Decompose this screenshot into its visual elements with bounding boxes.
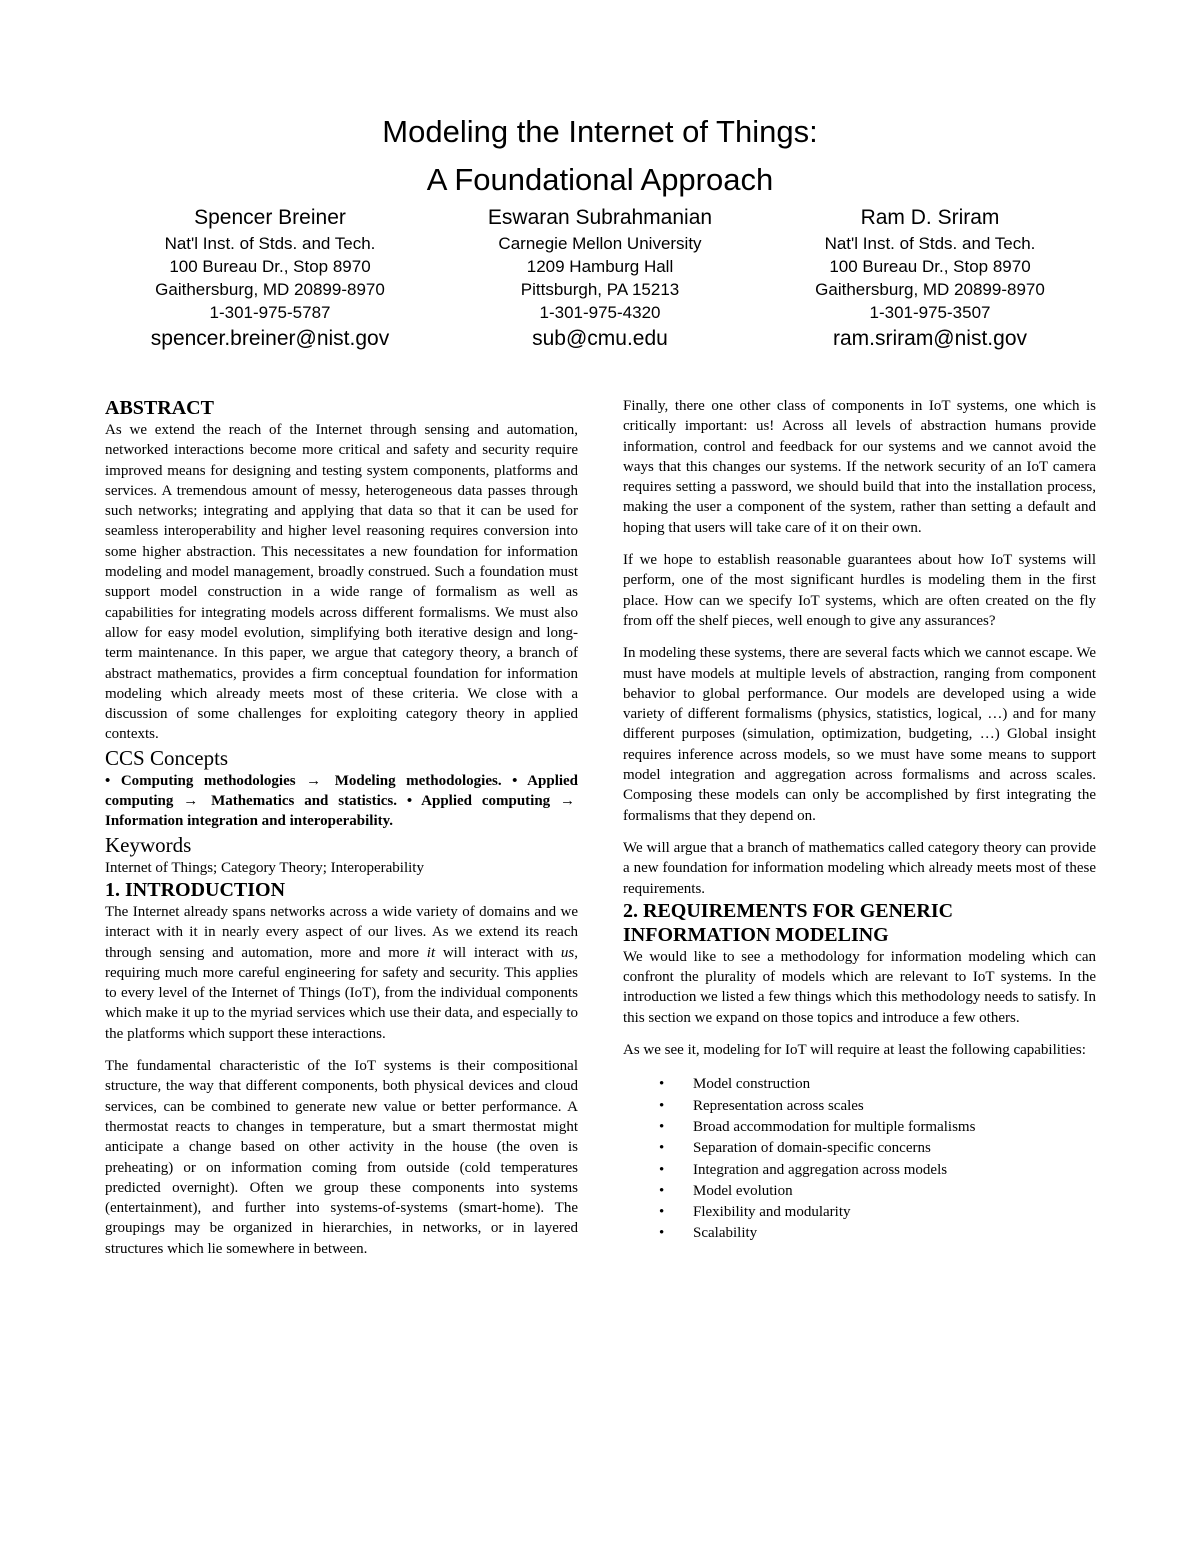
- list-item: [623, 1223, 1096, 1244]
- intro-text: The Internet already spans networks across a wide variety of domains and we interact with it in nearly every aspect of our lives. As we extend its reach through sensing and automation, more and more: [105, 903, 578, 961]
- requirements-heading-line-2: INFORMATION MODELING: [623, 923, 889, 946]
- bullet-icon: •: [659, 1140, 665, 1157]
- intro-text: will interact with: [435, 944, 561, 961]
- list-item-text: Representation across scales: [693, 1097, 864, 1114]
- body-paragraph-2: If we hope to establish reasonable guarantees about how IoT systems will perform, one of the most significant hurdles is modeling them in the first place. How can we specify IoT systems, which are often created on the fly from off the shelf pieces, well enough to give any assurances?: [623, 552, 1096, 629]
- author-address-2: Pittsburgh, PA 15213: [520, 280, 680, 299]
- author-name: Eswaran Subrahmanian: [487, 206, 713, 229]
- left-column: [105, 396, 578, 1259]
- list-item-text: Integration and aggregation across models: [693, 1161, 948, 1178]
- ccs-heading: CCS Concepts: [105, 745, 229, 770]
- author-affiliation: Nat'l Inst. of Stds. and Tech.: [824, 234, 1036, 253]
- author-address-1: 100 Bureau Dr., Stop 8970: [829, 257, 1031, 276]
- arrow-right-icon: →: [183, 793, 199, 810]
- title-line-1: Modeling the Internet of Things:: [382, 114, 818, 149]
- intro-emphasis: it: [426, 944, 436, 961]
- abstract-text: As we extend the reach of the Internet through sensing and automation, networked interactions become more critical and safety and security require improved means for designing and testing system components, platforms and services. A tremendous amount of messy, heterogeneous data passes through such networks; integrating and applying that data so that it can be used for seamless interoperability and higher level reasoning requires conversion into some higher abstraction. This necessitates a new foundation for information modeling and model management, broadly construed. Such a foundation must support model construction in a wide range of formalism as well as capabilities for integrating models across different formalisms. We must also allow for easy model evolution, simplifying both iterative design and long-term maintenance. In this paper, we argue that category theory, a branch of abstract mathematics, provides a firm conceptual foundation for information modeling which already meets most of these criteria. We close with a discussion of some challenges for exploiting category theory in applied contexts.: [105, 422, 578, 743]
- author-address-2: Gaithersburg, MD 20899-8970: [815, 280, 1045, 299]
- list-item: [623, 1181, 1096, 1202]
- body-paragraph-1: Finally, there one other class of components in IoT systems, one which is critically important: us! Across all levels of abstraction humans provide information, control and feedback for our systems and we cannot avoid the ways that this changes our systems. If the network security of an IoT camera requires setting a password, we should build that into the installation process, making the user a component of the system, rather than setting a default and hoping that users will take care of it on their own.: [623, 398, 1096, 536]
- list-item-text: Scalability: [693, 1225, 758, 1242]
- author-address-1: 100 Bureau Dr., Stop 8970: [169, 257, 371, 276]
- bullet-icon: •: [659, 1161, 665, 1178]
- ccs-bullet: •: [406, 793, 413, 810]
- keywords-text: Internet of Things; Category Theory; Interoperability: [105, 859, 424, 876]
- requirements-paragraph-2: As we see it, modeling for IoT will require at least the following capabilities:: [623, 1042, 1086, 1059]
- bullet-icon: •: [659, 1076, 665, 1093]
- author-1: [105, 204, 435, 354]
- introduction-paragraph-1: [105, 902, 578, 1044]
- author-3: [765, 204, 1095, 354]
- requirements-heading-line-1: 2. REQUIREMENTS FOR GENERIC: [623, 899, 954, 922]
- ccs-bullet: •: [512, 772, 518, 789]
- ccs-category: Computing methodologies: [120, 772, 296, 789]
- list-item-text: Broad accommodation for multiple formalisms: [693, 1118, 976, 1135]
- author-email: ram.sriram@nist.gov: [832, 327, 1027, 350]
- intro-emphasis: us: [560, 944, 575, 961]
- title-line-2: A Foundational Approach: [426, 162, 774, 197]
- ccs-category: Applied computing: [421, 793, 551, 810]
- list-item-text: Flexibility and modularity: [693, 1204, 851, 1221]
- capabilities-list: [623, 1074, 1096, 1244]
- list-item-text: Model construction: [693, 1076, 811, 1093]
- author-name: Spencer Breiner: [194, 206, 346, 229]
- introduction-heading: 1. INTRODUCTION: [105, 878, 286, 901]
- author-address-1: 1209 Hamburg Hall: [526, 257, 674, 276]
- author-email: sub@cmu.edu: [532, 327, 668, 350]
- list-item: [623, 1160, 1096, 1181]
- keywords-heading: Keywords: [105, 832, 192, 857]
- author-name: Ram D. Sriram: [860, 206, 1000, 229]
- list-item: [623, 1117, 1096, 1138]
- requirements-heading: [623, 899, 1096, 947]
- author-affiliation: Carnegie Mellon University: [498, 234, 702, 253]
- ccs-bullet: •: [105, 772, 111, 789]
- arrow-right-icon: →: [306, 772, 322, 789]
- intro-text: , requiring much more careful engineering for safety and security. This applies to every level of the Internet of Things (IoT), from the individual components which make it up to the myriad services which use their data, and especially to the platforms which support these interactions.: [105, 944, 578, 1042]
- bullet-icon: •: [659, 1225, 665, 1242]
- author-address-2: Gaithersburg, MD 20899-8970: [155, 280, 385, 299]
- ccs-concept: Mathematics and statistics.: [211, 793, 397, 810]
- list-item: [623, 1074, 1096, 1095]
- paper-title: [0, 108, 1200, 204]
- author-block: [105, 204, 1095, 354]
- list-item-text: Separation of domain-specific concerns: [693, 1140, 931, 1157]
- list-item: [623, 1096, 1096, 1117]
- ccs-concepts: [105, 771, 578, 832]
- bullet-icon: •: [659, 1097, 665, 1114]
- list-item-text: Model evolution: [693, 1182, 793, 1199]
- arrow-right-icon: →: [560, 793, 576, 810]
- ccs-category: Applied computing: [105, 772, 579, 810]
- author-email: spencer.breiner@nist.gov: [150, 327, 390, 350]
- requirements-paragraph-1: We would like to see a methodology for information modeling which can confront the plurality of models which are relevant to IoT systems. In the introduction we listed a few things which this methodology needs to satisfy. In this section we expand on those topics and introduce a few others.: [623, 948, 1096, 1026]
- body-paragraph-3: In modeling these systems, there are several facts which we cannot escape. We must have models at multiple levels of abstraction, ranging from component behavior to global performance. Our models are developed using a wide variety of different formalisms (physics, statistics, logical, …) and for many different purposes (simulation, optimization, budgeting, …) Global insight requires inference across models, so we must have some means to support model integration and aggregation across formalisms and across scales. Composing these models can only be accomplished by first integrating the formalisms that they depend on.: [623, 645, 1096, 824]
- body-paragraph-4: We will argue that a branch of mathematics called category theory can provide a new foundation for information modeling which already meets most of these requirements.: [623, 839, 1096, 897]
- right-column: [623, 396, 1096, 1245]
- abstract-heading: ABSTRACT: [105, 397, 214, 419]
- list-item: [623, 1138, 1096, 1159]
- author-phone: 1-301-975-5787: [209, 303, 331, 322]
- author-phone: 1-301-975-4320: [539, 303, 661, 322]
- bullet-icon: •: [659, 1118, 665, 1135]
- author-2: [435, 204, 765, 354]
- introduction-paragraph-2: The fundamental characteristic of the IoT systems is their compositional structure, the way that different components, both physical devices and cloud services, can be combined to generate new value or better performance. A thermostat reacts to changes in temperature, but a smart thermostat might anticipate a change based on other activity in the house (the oven is preheating) or on information coming from outside (cold temperatures predicted overnight). Often we group these components into systems (entertainment), and further into systems-of-systems (smart-home). The groupings may be organized in hierarchies, in networks, or in layered structures which lie somewhere in between.: [105, 1058, 578, 1257]
- bullet-icon: •: [659, 1204, 665, 1221]
- bullet-icon: •: [659, 1182, 665, 1199]
- author-phone: 1-301-975-3507: [869, 303, 991, 322]
- ccs-concept: Information integration and interoperability.: [105, 813, 394, 830]
- author-affiliation: Nat'l Inst. of Stds. and Tech.: [164, 234, 376, 253]
- list-item: [623, 1202, 1096, 1223]
- ccs-concept: Modeling methodologies.: [334, 772, 502, 789]
